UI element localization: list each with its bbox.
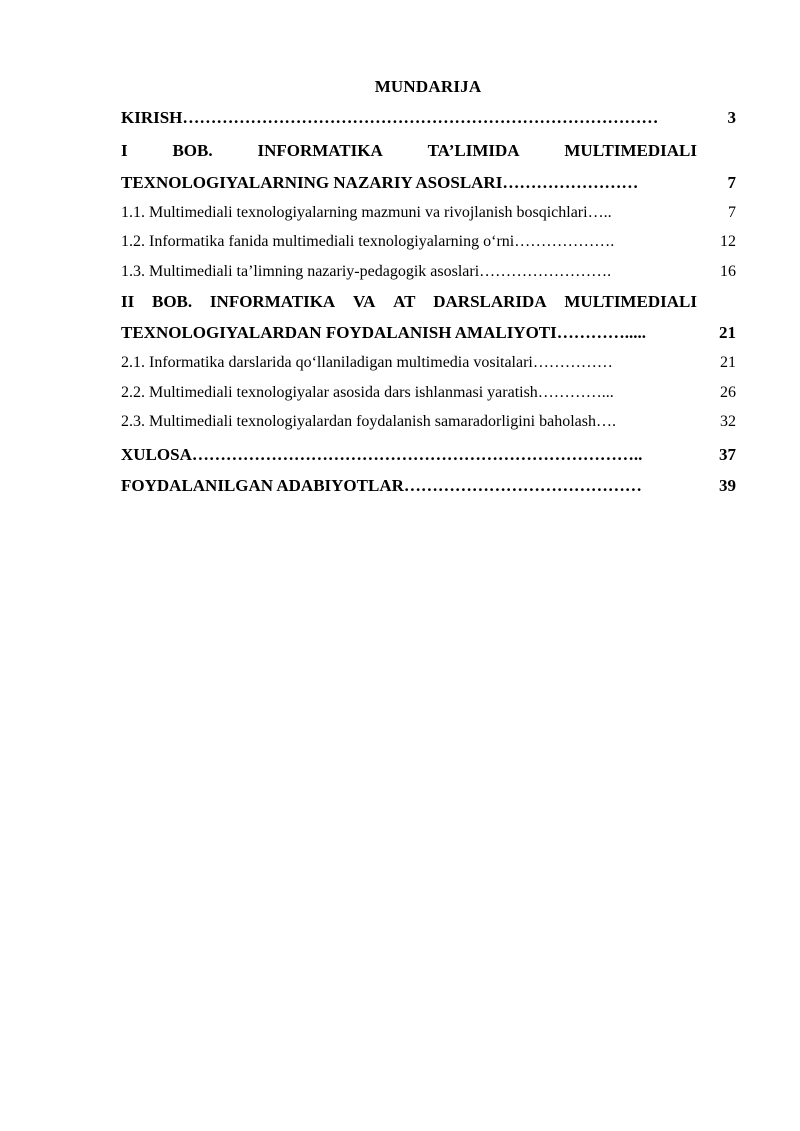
toc-entry-2-2	[121, 384, 736, 408]
toc-word: II	[121, 292, 135, 311]
toc-entry-chapter-2	[121, 323, 736, 347]
toc-entry-kirish	[121, 108, 736, 132]
toc-word: INFORMATIKA	[209, 292, 336, 311]
toc-word: BOB.	[172, 141, 213, 160]
toc-word: I	[121, 141, 128, 160]
toc-entry-1-1	[121, 204, 736, 228]
toc-word: BOB.	[152, 292, 193, 311]
toc-chapter-1-heading-line	[121, 141, 697, 165]
toc-entry-page: 7	[728, 204, 736, 221]
toc-word: MULTIMEDIALI	[564, 141, 697, 160]
toc-word: TA’LIMIDA	[427, 141, 520, 160]
toc-entry-page: 39	[719, 476, 736, 495]
toc-entry-chapter-1	[121, 173, 736, 197]
toc-entry-1-2	[121, 233, 736, 257]
toc-entry-xulosa	[121, 445, 736, 469]
toc-entry-page: 32	[720, 413, 736, 430]
toc-entry-text: TEXNOLOGIYALARDAN FOYDALANISH AMALIYOTI………….....	[121, 323, 647, 342]
toc-entry-1-3	[121, 263, 736, 287]
toc-entry-page: 21	[719, 323, 736, 342]
toc-entry-text: 1.2. Informatika fanida multimediali texnologiyalarning o‘rni……………….	[121, 233, 615, 250]
toc-entry-text: 2.3. Multimediali texnologiyalardan foydalanish samaradorligini baholash….	[121, 413, 616, 430]
toc-entry-text: XULOSA……………………………………………………………………..	[121, 445, 643, 464]
toc-title: MUNDARIJA	[374, 77, 482, 96]
toc-word: VA	[352, 292, 376, 311]
toc-entry-page: 3	[727, 108, 736, 127]
toc-entry-text: 2.1. Informatika darslarida qo‘llaniladigan multimedia vositalari……………	[121, 354, 613, 371]
toc-entry-page: 7	[727, 173, 736, 192]
toc-entry-page: 21	[720, 354, 736, 371]
toc-word: MULTIMEDIALI	[564, 292, 697, 311]
toc-entry-page: 16	[720, 263, 736, 280]
toc-entry-text: 2.2. Multimediali texnologiyalar asosida dars ishlanmasi yaratish…………...	[121, 384, 614, 401]
toc-entry-text: TEXNOLOGIYALARNING NAZARIY ASOSLARI……………………	[121, 173, 639, 192]
toc-entry-text: KIRISH…………………………………………………………………………	[121, 108, 659, 127]
toc-entry-text: 1.3. Multimediali ta’limning nazariy-pedagogik asoslari…………………….	[121, 263, 612, 280]
toc-entry-2-1	[121, 354, 736, 378]
toc-chapter-2-heading-line	[121, 292, 697, 316]
toc-entry-page: 12	[720, 233, 736, 250]
toc-word: AT	[393, 292, 416, 311]
toc-entry-text: 1.1. Multimediali texnologiyalarning mazmuni va rivojlanish bosqichlari…..	[121, 204, 612, 221]
toc-entry-adabiyotlar	[121, 476, 736, 500]
toc-word: DARSLARIDA	[433, 292, 547, 311]
toc-entry-page: 37	[719, 445, 736, 464]
toc-entry-page: 26	[720, 384, 736, 401]
toc-entry-2-3	[121, 413, 736, 437]
toc-entry-text: FOYDALANILGAN ADABIYOTLAR……………………………………	[121, 476, 642, 495]
toc-word: INFORMATIKA	[257, 141, 383, 160]
